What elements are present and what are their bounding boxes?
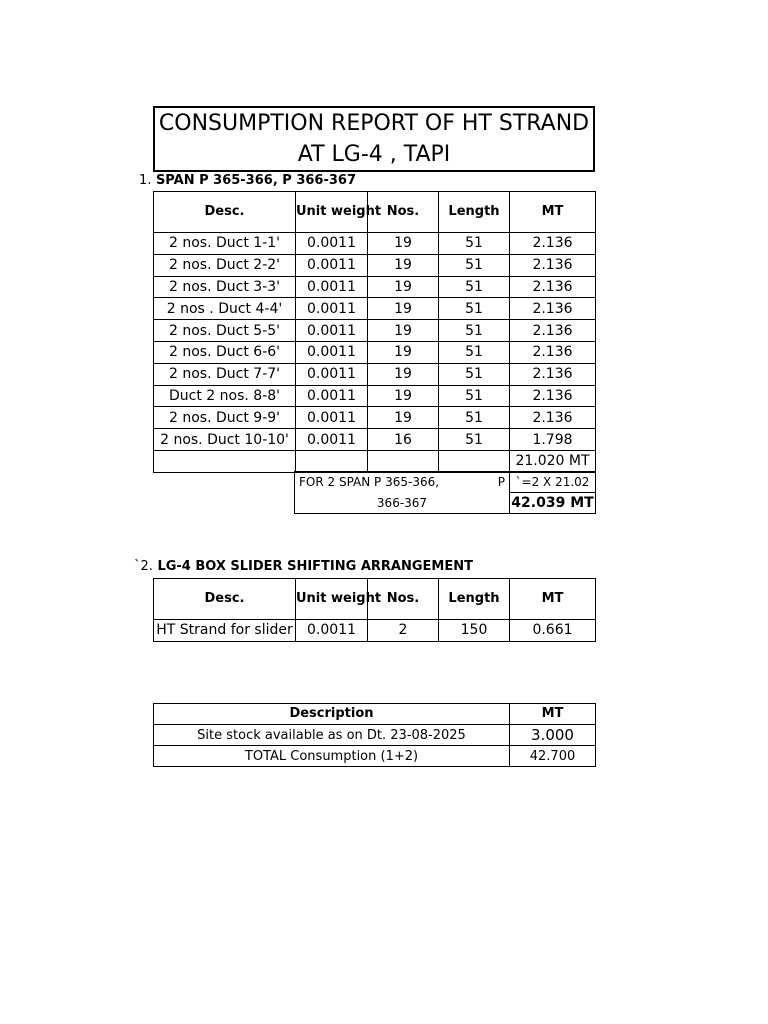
cell-nos: 19 — [368, 363, 439, 385]
cell-length: 51 — [439, 233, 510, 255]
cell-unit-weight: 0.0011 — [296, 298, 368, 320]
cell-description: TOTAL Consumption (1+2) — [154, 746, 510, 767]
section2-header-row — [154, 579, 596, 620]
table-row — [154, 746, 596, 767]
span-total-row-1 — [295, 472, 596, 493]
cell-nos: 19 — [368, 341, 439, 363]
cell-unit-weight: 0.0011 — [296, 276, 368, 298]
cell-unit-weight: 0.0011 — [296, 341, 368, 363]
subtotal-empty-4 — [439, 450, 510, 472]
header-length: Length — [439, 579, 510, 620]
cell-unit-weight: 0.0011 — [296, 385, 368, 407]
cell-unit-weight: 0.0011 — [296, 407, 368, 429]
cell-description: Site stock available as on Dt. 23-08-2025 — [154, 725, 510, 746]
cell-nos: 16 — [368, 429, 439, 451]
table-row — [154, 320, 596, 342]
span-total-value: 42.039 MT — [510, 493, 596, 514]
cell-unit-weight: 0.0011 — [296, 620, 368, 642]
cell-length: 51 — [439, 276, 510, 298]
report-title — [153, 106, 595, 172]
cell-unit-weight: 0.0011 — [296, 320, 368, 342]
span-total-row-2 — [295, 493, 596, 514]
cell-length: 150 — [439, 620, 510, 642]
header-nos: Nos. — [368, 192, 439, 233]
cell-length: 51 — [439, 385, 510, 407]
table-row — [154, 363, 596, 385]
header-mt: MT — [510, 579, 596, 620]
header-unit-weight: Unit weight — [296, 579, 368, 620]
summary-header-row — [154, 704, 596, 725]
section2-number: `2. — [134, 559, 153, 574]
cell-nos: 19 — [368, 233, 439, 255]
cell-desc: 2 nos. Duct 9-9' — [154, 407, 296, 429]
cell-desc: 2 nos. Duct 2-2' — [154, 254, 296, 276]
summary-table — [153, 703, 596, 767]
span-description-line2: 366-367 — [295, 493, 510, 514]
cell-length: 51 — [439, 341, 510, 363]
section1-table — [153, 191, 596, 473]
header-mt: MT — [510, 192, 596, 233]
table-row — [154, 233, 596, 255]
cell-length: 51 — [439, 298, 510, 320]
table-row — [154, 725, 596, 746]
cell-mt: 2.136 — [510, 233, 596, 255]
table-row — [154, 254, 596, 276]
cell-nos: 19 — [368, 298, 439, 320]
section1-number: 1. — [139, 173, 152, 188]
cell-mt: 2.136 — [510, 298, 596, 320]
cell-desc: HT Strand for slider — [154, 620, 296, 642]
cell-length: 51 — [439, 363, 510, 385]
header-nos: Nos. — [368, 579, 439, 620]
header-description: Description — [154, 704, 510, 725]
table-row — [154, 429, 596, 451]
subtotal-empty-3 — [368, 450, 439, 472]
cell-unit-weight: 0.0011 — [296, 233, 368, 255]
table-row — [154, 276, 596, 298]
cell-desc: 2 nos. Duct 5-5' — [154, 320, 296, 342]
cell-desc: Duct 2 nos. 8-8' — [154, 385, 296, 407]
cell-desc: 2 nos. Duct 1-1' — [154, 233, 296, 255]
table-row — [154, 620, 596, 642]
table-row — [154, 385, 596, 407]
cell-mt: 2.136 — [510, 341, 596, 363]
cell-mt: 1.798 — [510, 429, 596, 451]
cell-mt: 3.000 — [510, 725, 596, 746]
cell-desc: 2 nos. Duct 3-3' — [154, 276, 296, 298]
cell-length: 51 — [439, 429, 510, 451]
subtotal-row — [154, 450, 596, 472]
section1-title: SPAN P 365-366, P 366-367 — [155, 173, 357, 188]
span-description-line1 — [295, 472, 510, 493]
table-row — [154, 341, 596, 363]
cell-nos: 19 — [368, 385, 439, 407]
cell-mt: 42.700 — [510, 746, 596, 767]
cell-unit-weight: 0.0011 — [296, 429, 368, 451]
section2-title: LG-4 BOX SLIDER SHIFTING ARRANGEMENT — [157, 559, 473, 574]
cell-length: 51 — [439, 320, 510, 342]
cell-length: 51 — [439, 254, 510, 276]
section1-header-row — [154, 192, 596, 233]
cell-desc: 2 nos. Duct 10-10' — [154, 429, 296, 451]
span-total-table — [294, 471, 596, 514]
span-formula: `=2 X 21.02 — [510, 472, 596, 493]
section2-heading — [134, 559, 473, 574]
cell-unit-weight: 0.0011 — [296, 363, 368, 385]
cell-mt: 2.136 — [510, 320, 596, 342]
cell-unit-weight: 0.0011 — [296, 254, 368, 276]
cell-nos: 19 — [368, 276, 439, 298]
cell-nos: 19 — [368, 407, 439, 429]
span-description-text: FOR 2 SPAN P 365-366, — [299, 475, 440, 490]
cell-mt: 2.136 — [510, 407, 596, 429]
cell-mt: 2.136 — [510, 363, 596, 385]
subtotal-empty-2 — [296, 450, 368, 472]
cell-mt: 2.136 — [510, 385, 596, 407]
cell-desc: 2 nos . Duct 4-4' — [154, 298, 296, 320]
table-row — [154, 298, 596, 320]
header-unit-weight: Unit weight — [296, 192, 368, 233]
report-title-text: CONSUMPTION REPORT OF HT STRAND AT LG-4 , TAPI — [158, 111, 590, 167]
header-mt: MT — [510, 704, 596, 725]
table-row — [154, 407, 596, 429]
cell-nos: 19 — [368, 254, 439, 276]
cell-nos: 19 — [368, 320, 439, 342]
cell-desc: 2 nos. Duct 7-7' — [154, 363, 296, 385]
header-desc: Desc. — [154, 192, 296, 233]
cell-mt: 2.136 — [510, 254, 596, 276]
span-description-suffix: P — [497, 475, 505, 490]
header-desc: Desc. — [154, 579, 296, 620]
header-length: Length — [439, 192, 510, 233]
cell-length: 51 — [439, 407, 510, 429]
cell-nos: 2 — [368, 620, 439, 642]
cell-mt: 2.136 — [510, 276, 596, 298]
cell-mt: 0.661 — [510, 620, 596, 642]
subtotal-empty-1 — [154, 450, 296, 472]
cell-desc: 2 nos. Duct 6-6' — [154, 341, 296, 363]
section2-table — [153, 578, 596, 642]
section1-heading — [139, 173, 356, 188]
subtotal-value: 21.020 MT — [510, 450, 596, 472]
